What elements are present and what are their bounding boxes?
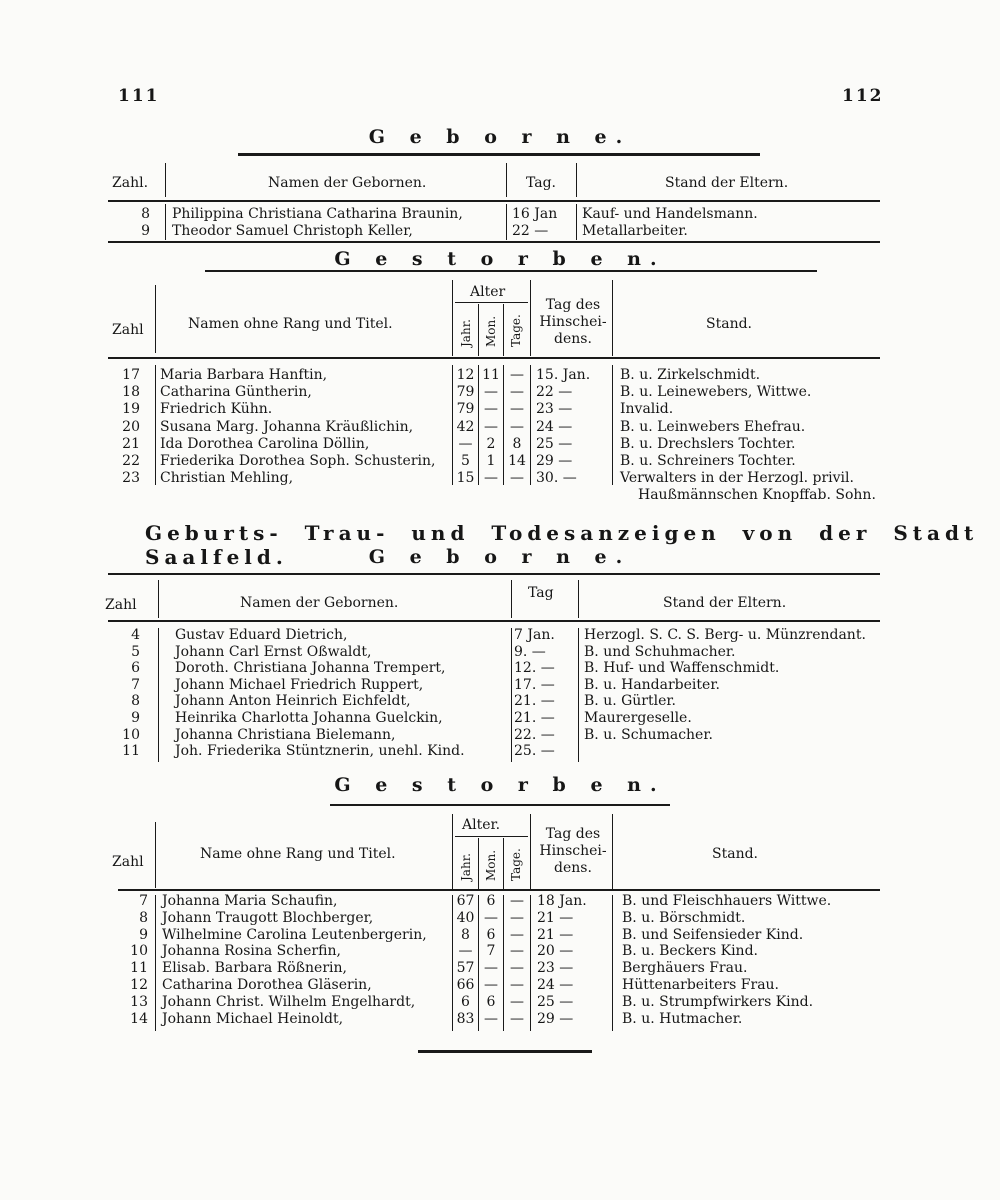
table-row	[0, 693, 1000, 710]
row-status: B. u. Zirkelschmidt.	[620, 367, 761, 383]
section2-age-rule	[455, 302, 528, 303]
table-row	[0, 994, 1000, 1011]
row-day: 16 Jan	[512, 206, 558, 222]
table-row	[0, 660, 1000, 677]
section2-header-divider	[155, 285, 156, 353]
row-age-years: 67	[456, 893, 475, 909]
row-day: 15. Jan.	[536, 367, 591, 383]
section1-header-status: Stand der Eltern.	[665, 175, 789, 191]
row-age-months: 1	[486, 453, 496, 469]
row-age-years: 79	[456, 401, 475, 418]
table-row	[0, 644, 1000, 661]
row-status: Kauf- und Handelsmann.	[582, 206, 758, 222]
row-age-years: 5	[461, 453, 470, 469]
row-age-months: —	[484, 960, 498, 977]
section2-header-name: Namen ohne Rang und Titel.	[188, 316, 393, 332]
row-age-months: 2	[486, 435, 496, 452]
table-row	[0, 384, 1000, 401]
row-name: Johann Christ. Wilhelm Engelhardt,	[162, 993, 416, 1010]
section4-age-divider	[503, 838, 504, 890]
row-status: B. u. Beckers Kind.	[622, 943, 758, 960]
row-number: 5	[131, 643, 140, 660]
row-day: 24 —	[537, 977, 574, 993]
page-number-left: 111	[118, 86, 160, 106]
table-row	[0, 419, 1000, 436]
table-row	[0, 453, 1000, 470]
table-row	[0, 910, 1000, 927]
row-day: 30. —	[536, 470, 577, 487]
table-row	[0, 401, 1000, 418]
row-age-days: —	[510, 993, 524, 1010]
row-day: 25. —	[514, 743, 555, 760]
section4-header-num: Zahl	[112, 854, 144, 870]
row-name: Joh. Friederika Stüntznerin, unehl. Kind.	[175, 743, 465, 760]
section2-header-months: Mon.	[484, 315, 498, 347]
row-day: 21 —	[537, 909, 574, 926]
row-age-months: —	[484, 977, 498, 993]
row-number: 7	[139, 893, 148, 909]
row-number: 12	[130, 977, 148, 993]
table-row	[0, 677, 1000, 694]
section2-age-divider	[478, 304, 479, 356]
row-number: 21	[122, 435, 140, 452]
row-status: Hüttenarbeiters Frau.	[622, 977, 780, 993]
row-status: B. u. Schumacher.	[584, 726, 713, 743]
row-number: 8	[139, 909, 148, 926]
section4-header-name: Name ohne Rang und Titel.	[200, 846, 396, 862]
table-row	[0, 893, 1000, 910]
row-status: B. und Seifensieder Kind.	[622, 926, 804, 943]
row-day: 22 —	[536, 384, 573, 401]
row-age-years: 57	[456, 960, 475, 977]
section3-header-rule	[108, 620, 880, 622]
section4-header-status: Stand.	[712, 846, 758, 862]
section4-header-divider	[530, 814, 531, 890]
row-name: Friedrich Kühn.	[160, 401, 273, 418]
row-day: 25 —	[537, 993, 574, 1010]
row-status: Metallarbeiter.	[582, 223, 688, 239]
row-day: 22 —	[512, 223, 549, 239]
row-age-years: 66	[456, 977, 475, 993]
row-age-months: —	[484, 418, 498, 435]
section1-header-name: Namen der Gebornen.	[268, 175, 427, 191]
row-age-months: 6	[486, 993, 496, 1010]
row-age-years: 15	[456, 470, 475, 487]
row-day: 21. —	[514, 710, 555, 726]
row-name: Johann Anton Heinrich Eichfeldt,	[175, 693, 411, 710]
row-status: B. u. Drechslers Tochter.	[620, 435, 796, 452]
row-status: Berghäuers Frau.	[622, 960, 748, 977]
row-name: Johann Michael Heinoldt,	[162, 1010, 344, 1027]
row-number: 18	[122, 384, 140, 401]
row-day: 23 —	[537, 960, 574, 977]
section4-rule-top	[330, 804, 670, 806]
row-day: 25 —	[536, 435, 573, 452]
table-row	[0, 1011, 1000, 1028]
section3-header-divider	[511, 580, 512, 618]
section4-header-divider	[155, 822, 156, 888]
row-day: 12. —	[514, 660, 555, 677]
row-age-days: —	[510, 1010, 524, 1027]
row-number: 9	[141, 223, 150, 239]
row-number: 14	[130, 1010, 148, 1027]
row-name: Theodor Samuel Christoph Keller,	[172, 223, 413, 239]
table-row	[0, 436, 1000, 453]
row-number: 10	[122, 726, 140, 743]
section2-header-num: Zahl	[112, 322, 144, 338]
row-age-days: 14	[508, 453, 526, 469]
row-number: 20	[122, 418, 140, 435]
row-age-years: 8	[461, 926, 470, 943]
row-number: 23	[122, 470, 140, 487]
section3-header-name: Namen der Gebornen.	[240, 595, 399, 611]
section2-rule-top	[205, 270, 817, 272]
row-number: 9	[139, 926, 148, 943]
row-age-years: —	[458, 435, 473, 452]
section4-heading: G e s t o r b e n.	[334, 774, 666, 796]
row-name: Susana Marg. Johanna Kräußlichin,	[160, 418, 414, 435]
section1-heading: G e b o r n e.	[368, 126, 632, 148]
section2-header-days: Tage.	[509, 314, 523, 347]
row-day: 29 —	[537, 1010, 574, 1027]
row-name: Johanna Rosina Scherfin,	[162, 943, 341, 960]
section1-header-day: Tag.	[526, 175, 557, 191]
row-age-days: —	[510, 470, 524, 487]
row-number: 19	[122, 401, 140, 418]
row-number: 9	[131, 710, 140, 726]
row-day: 24 —	[536, 418, 573, 435]
section1-rule-top	[238, 153, 760, 156]
row-age-months: —	[484, 470, 498, 487]
row-status: B. u. Schreiners Tochter.	[620, 453, 796, 469]
row-status: B. u. Gürtler.	[584, 693, 676, 710]
row-name: Gustav Eduard Dietrich,	[175, 627, 348, 643]
row-name: Johanna Christiana Bielemann,	[175, 726, 396, 743]
row-status: B. und Fleischhauers Wittwe.	[622, 893, 832, 909]
section2-header-death-day: Tag des Hinschei- dens.	[539, 297, 607, 347]
table-row	[0, 627, 1000, 644]
row-age-days: —	[510, 418, 524, 435]
section4-age-rule	[455, 836, 528, 837]
section4-header-days: Tage.	[509, 848, 523, 881]
row-age-months: —	[484, 384, 498, 401]
row-age-years: 6	[461, 993, 470, 1010]
row-age-days: —	[510, 401, 524, 418]
row-status: B. u. Hutmacher.	[622, 1010, 743, 1027]
row-status: B. u. Börschmidt.	[622, 909, 746, 926]
table-row	[0, 727, 1000, 744]
closing-rule	[418, 1050, 592, 1053]
section1-rule-bottom	[108, 241, 880, 243]
row-age-years: 40	[456, 909, 475, 926]
row-number: 17	[122, 367, 140, 383]
row-number: 8	[131, 693, 140, 710]
row-number: 6	[131, 660, 140, 677]
row-status: Invalid.	[620, 401, 674, 418]
section2-age-divider	[503, 304, 504, 356]
row-day: 22. —	[514, 726, 555, 743]
row-age-months: —	[484, 1010, 498, 1027]
section2-header-divider	[530, 280, 531, 356]
row-status: Verwalters in der Herzogl. privil.	[620, 470, 854, 487]
section3-rule-top	[108, 573, 880, 575]
row-age-days: —	[510, 909, 524, 926]
row-age-years: 83	[456, 1010, 475, 1027]
section4-header-death-day: Tag des Hinschei- dens.	[539, 826, 607, 876]
section2-header-divider	[452, 280, 453, 356]
row-day: 9. —	[514, 643, 546, 660]
row-day: 21 —	[537, 926, 574, 943]
row-name: Elisab. Barbara Rößnerin,	[162, 960, 347, 977]
row-name: Johann Michael Friedrich Ruppert,	[175, 676, 424, 693]
row-age-years: 79	[456, 384, 475, 401]
row-name: Maria Barbara Hanftin,	[160, 367, 328, 383]
section2-header-divider	[612, 280, 613, 356]
section1-header-divider	[165, 163, 166, 197]
row-age-days: —	[510, 367, 524, 383]
row-age-months: 6	[486, 893, 496, 909]
row-name: Ida Dorothea Carolina Döllin,	[160, 435, 370, 452]
section4-age-divider	[478, 838, 479, 890]
section2-header-status: Stand.	[706, 316, 752, 332]
table-row-continuation	[0, 487, 1000, 504]
table-row	[0, 960, 1000, 977]
table-row	[0, 743, 1000, 760]
row-day: 23 —	[536, 401, 573, 418]
section2-header-years: Jahr.	[459, 319, 473, 347]
row-number: 4	[131, 627, 140, 643]
row-status: B. und Schuhmacher.	[584, 643, 736, 660]
section4-header-years: Jahr.	[459, 853, 473, 881]
row-age-days: —	[510, 893, 524, 909]
table-row	[0, 927, 1000, 944]
row-name: Christian Mehling,	[160, 470, 294, 487]
section1-header-divider	[576, 163, 577, 197]
row-number: 8	[141, 206, 150, 222]
row-name: Catharina Güntherin,	[160, 384, 312, 401]
row-day: 29 —	[536, 453, 573, 469]
row-day: 21. —	[514, 693, 555, 710]
section1-header-rule	[108, 200, 880, 202]
section4-header-months: Mon.	[484, 849, 498, 881]
row-age-years: —	[458, 943, 473, 960]
row-status: B. Huf- und Waffenschmidt.	[584, 660, 780, 677]
row-status: Herzogl. S. C. S. Berg- u. Münzrendant.	[584, 627, 866, 643]
table-row	[0, 710, 1000, 727]
row-status: Maurergeselle.	[584, 710, 692, 726]
section2-header-age: Alter	[470, 284, 506, 300]
row-age-days: —	[510, 943, 524, 960]
section3-header-status: Stand der Eltern.	[663, 595, 787, 611]
row-number: 22	[122, 453, 140, 469]
row-name: Philippina Christiana Catharina Braunin,	[172, 206, 463, 222]
row-age-months: 6	[486, 926, 496, 943]
section4-header-divider	[452, 814, 453, 890]
row-age-months: 11	[482, 367, 500, 383]
row-name: Wilhelmine Carolina Leutenbergerin,	[162, 926, 427, 943]
row-status: B. u. Leinewebers, Wittwe.	[620, 384, 812, 401]
row-name: Heinrika Charlotta Johanna Guelckin,	[175, 710, 443, 726]
section3-header-num: Zahl	[105, 597, 137, 613]
table-row	[0, 367, 1000, 384]
table-row	[0, 223, 1000, 240]
section1-header-num: Zahl.	[112, 175, 149, 191]
row-number: 13	[130, 993, 148, 1010]
page-number-right: 112	[842, 86, 884, 106]
table-row	[0, 977, 1000, 994]
section3-heading: G e b o r n e.	[368, 546, 632, 568]
row-day: 17. —	[514, 676, 555, 693]
table-row	[0, 206, 1000, 223]
row-name: Johanna Maria Schaufin,	[162, 893, 338, 909]
row-age-months: 7	[486, 943, 496, 960]
row-age-days: —	[510, 960, 524, 977]
section4-header-divider	[612, 814, 613, 890]
row-status-continued: Haußmännschen Knopffab. Sohn.	[638, 487, 876, 504]
row-name: Johann Carl Ernst Oßwaldt,	[175, 643, 372, 660]
row-number: 10	[130, 943, 148, 960]
row-number: 7	[131, 676, 140, 693]
section4-header-rule	[118, 889, 880, 891]
row-number: 11	[122, 743, 140, 760]
row-status: B. u. Handarbeiter.	[584, 676, 720, 693]
row-age-months: —	[484, 401, 498, 418]
section3-header-day: Tag	[528, 585, 554, 601]
row-age-days: —	[510, 384, 524, 401]
row-age-months: —	[484, 909, 498, 926]
row-day: 18 Jan.	[537, 893, 587, 909]
section3-header-divider	[158, 580, 159, 618]
row-status: B. u. Leinwebers Ehefrau.	[620, 418, 806, 435]
row-age-days: 8	[512, 435, 522, 452]
row-name: Friederika Dorothea Soph. Schusterin,	[160, 453, 436, 469]
section2-heading: G e s t o r b e n.	[334, 248, 666, 270]
row-day: 7 Jan.	[514, 627, 555, 643]
row-name: Johann Traugott Blochberger,	[162, 909, 374, 926]
row-day: 20 —	[537, 943, 574, 960]
row-age-years: 42	[456, 418, 475, 435]
table-row	[0, 943, 1000, 960]
section2-header-rule	[108, 357, 880, 359]
row-number: 11	[130, 960, 148, 977]
row-age-days: —	[510, 926, 524, 943]
row-age-years: 12	[456, 367, 475, 383]
section1-header-divider	[506, 163, 507, 197]
table-row	[0, 470, 1000, 487]
row-age-days: —	[510, 977, 524, 993]
section4-header-age: Alter.	[462, 817, 501, 833]
main-title: Geburts- Trau- und Todesanzeigen von der Stadt Saalfeld.	[145, 521, 979, 569]
row-name: Doroth. Christiana Johanna Trempert,	[175, 660, 446, 677]
row-status: B. u. Strumpfwirkers Kind.	[622, 993, 814, 1010]
row-name: Catharina Dorothea Gläserin,	[162, 977, 372, 993]
section3-header-divider	[578, 580, 579, 618]
